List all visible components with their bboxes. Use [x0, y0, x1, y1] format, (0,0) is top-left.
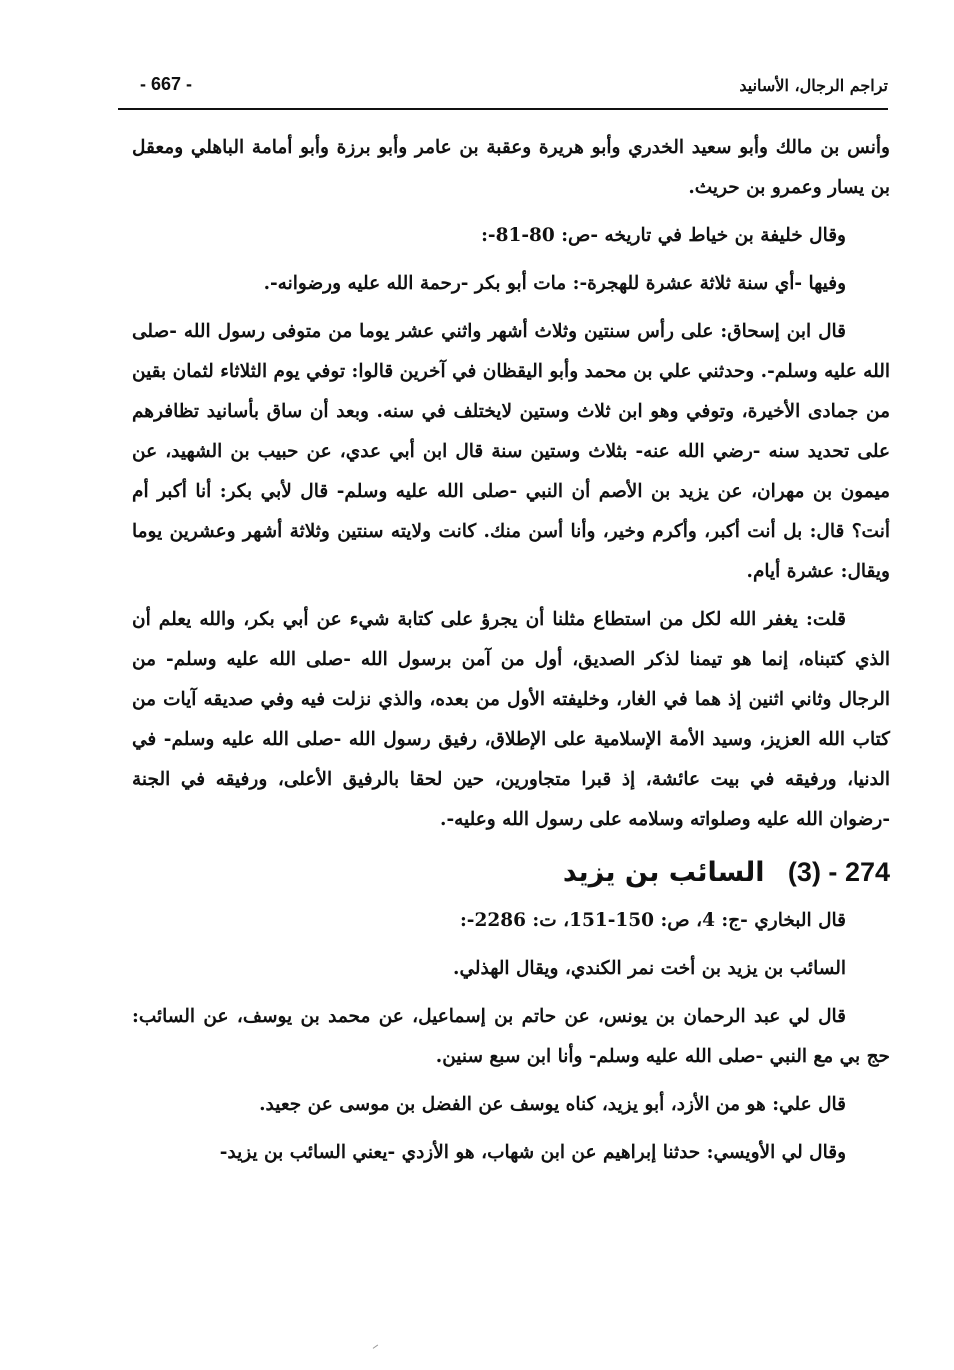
paragraph: وقال خليفة بن خياط في تاريخه -ص: 80-81-: [481, 225, 846, 246]
section-heading [132, 848, 890, 897]
main-text [132, 128, 890, 1181]
paragraph: قال لي عبد الرحمان بن يونس، عن حاتم بن إسماعيل، عن محمد بن يوسف، عن السائب: حج بي مع النبي -صلى الله عليه وسلم- وأنا ابن سبع سنين. [132, 1006, 890, 1067]
section-number: 274 - (3) [787, 857, 890, 887]
page-header [118, 64, 888, 110]
paragraph: وأنس بن مالك وأبو سعيد الخدري وأبو هريرة وعقبة بن عامر وأبو برزة وأبو أمامة الباهلي ومعقل بن يسار وعمرو بن حريث. [132, 137, 890, 198]
paragraph: قال البخاري -ج: 4، ص: 150-151، ت: 2286-: [459, 910, 846, 931]
section-title: السائب بن يزيد [562, 857, 765, 888]
paragraph: وقال لي الأويسي: حدثنا إبراهيم عن ابن شهاب، هو الأزدي -يعني السائب بن يزيد- [219, 1142, 846, 1163]
paragraph: قال ابن إسحاق: على رأس سنتين وثلاث أشهر واثني عشر يوما من متوفى رسول الله -صلى الله عليه وسلم-. وحدثني علي بن محمد وأبو اليقظان في آخرين قالوا: توفي يوم الثلاثاء لثمان بقين من جمادى الأخيرة، وتوفي وهو ابن ثلاث وستين لايختلف في سنه. وبعد أن ساق بأسانيد تظافرهم على تحديد سنه -رضي الله عنه- بثلاث وستين سنة قال ابن أبي عدي، عن حبيب بن الشهيد، عن ميمون بن مهران، عن يزيد بن الأصم أن النبي -صلى الله عليه وسلم- قال لأبي بكر: أنا أكبر أم أنت؟ قال: بل أنت أكبر، وأكرم وخير، وأنا أسن منك. كانت ولايته سنتين وثلاثة أشهر وعشرين يوما ويقال: عشرة أيام. [132, 321, 890, 582]
scan-speck [373, 1345, 380, 1351]
page-number: - 667 - [140, 74, 193, 94]
paragraph: السائب بن يزيد بن أخت نمر الكندي، ويقال الهذلي. [453, 958, 846, 979]
paragraph: قلت: يغفر الله لكل من استطاع مثلنا أن يجرؤ على كتابة شيء عن أبي بكر، والله يعلم أن الذي كتبناه، إنما هو تيمنا لذكر الصديق، أول من آمن برسول الله -صلى الله عليه وسلم- من الرجال وثاني اثنين إذ هما في الغار، وخليفته الأول من بعده، والذي نزلت فيه وفي صديقه آيات من كتاب الله العزيز، وسيد الأمة الإسلامية على الإطلاق، رفيق رسول الله -صلى الله عليه وسلم- في الدنيا، ورفيقه في بيت عائشة، إذ قبرا متجاورين، حين لحقا بالرفيق الأعلى، ورفيقه في الجنة -رضوان الله عليه وصلواته وسلامه على رسول الله وعليه-. [132, 609, 890, 830]
running-title: تراجم الرجال، الأسانيد [739, 76, 888, 95]
paragraph: وفيها -أي سنة ثلاثة عشرة للهجرة-: مات أبو بكر -رحمة الله عليه ورضوانه-. [263, 273, 846, 294]
paragraph: قال علي: هو من الأزد، أبو يزيد، كناه يوسف عن الفضل بن موسى عن جعيد. [259, 1094, 846, 1115]
